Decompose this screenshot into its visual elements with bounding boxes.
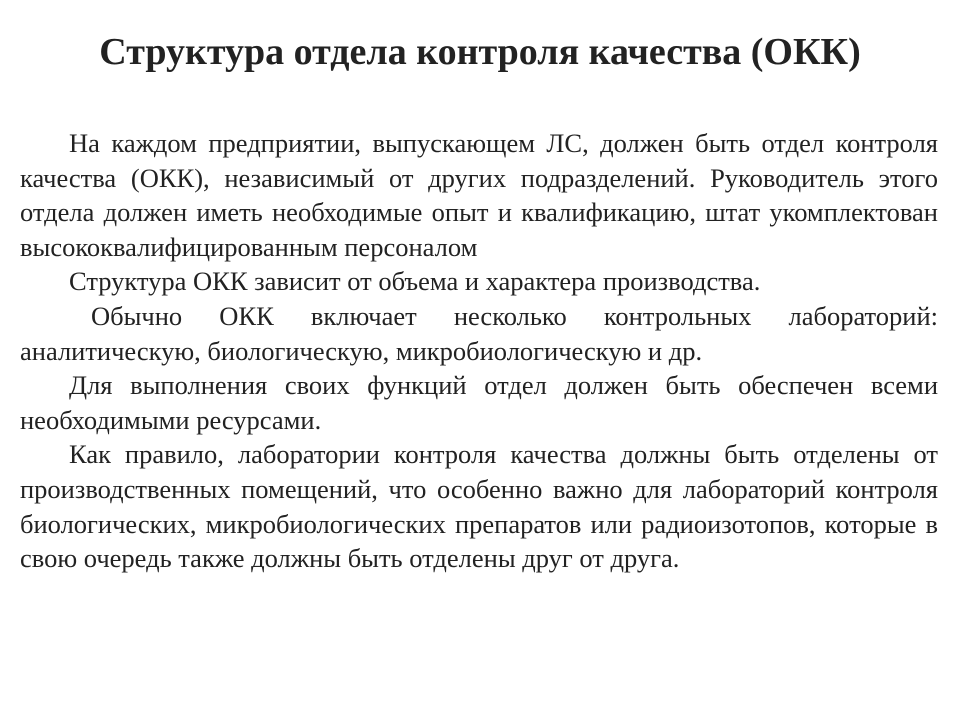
paragraph-lab-separation: Как правило, лаборатории контроля качества должны быть отделены от производственных помещений, что особенно важно для лабораторий контроля биологических, микробиологических препаратов или радиоизотопов, которые в свою очередь также должны быть отделены друг от друга. xyxy=(20,439,938,574)
slide-body xyxy=(20,126,938,576)
paragraph-okk-laboratories: Обычно ОКК включает несколько контрольных лабораторий: аналитическую, биологическую, микробиологическую и др. xyxy=(20,300,938,366)
slide-title: Структура отдела контроля качества (ОКК) xyxy=(99,31,861,73)
paragraph-okk-structure: Структура ОКК зависит от объема и характера производства. xyxy=(69,266,761,297)
paragraph-okk-resources: Для выполнения своих функций отдел должен быть обеспечен всеми необходимыми ресурсами. xyxy=(20,370,938,435)
paragraph-okk-requirement: На каждом предприятии, выпускающем ЛС, должен быть отдел контроля качества (ОКК), независимый от других подразделений. Руководитель этого отдела должен иметь необходимые опыт и квалификацию, штат укомплектован высококвалифицированным персоналом xyxy=(20,128,938,262)
